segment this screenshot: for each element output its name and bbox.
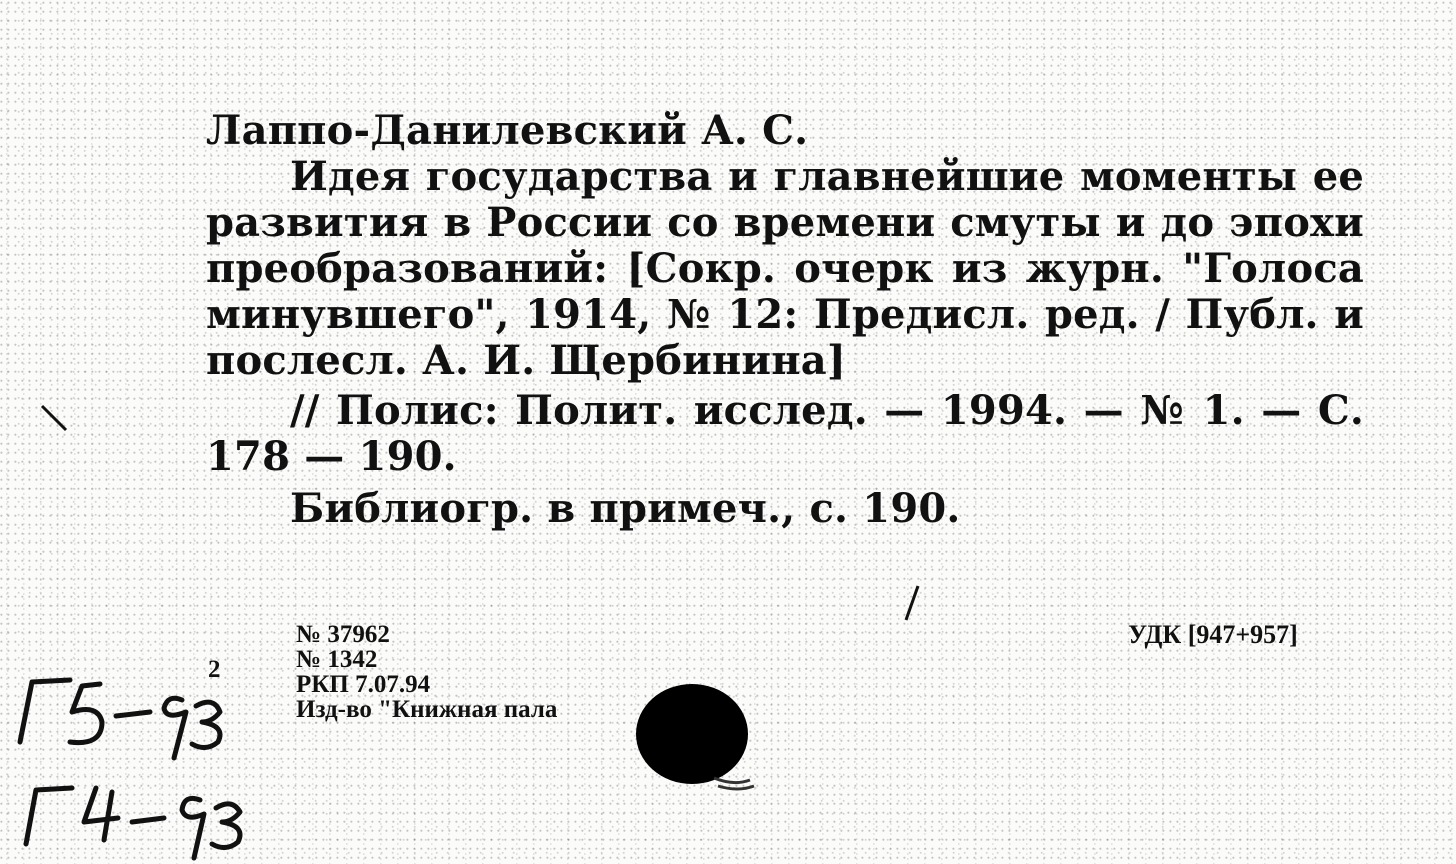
meta-line-registration: № 37962 xyxy=(296,621,390,648)
title-description: Идея государства и главнейшие моменты ее развития в России со времени смуты и до эпохи преобразований: [Сокр. очерк из журн. "Голоса минувшего", 1914, № 12: Предисл. ред. / Публ. и послесл. А. И. Щербинина] xyxy=(206,153,1364,384)
udk-classification: УДК [947+957] xyxy=(1128,620,1298,649)
registration-info xyxy=(296,622,557,722)
bibliography-note: Библиогр. в примеч., с. 190. xyxy=(290,485,961,532)
handwritten-note-g4-93 xyxy=(26,788,240,858)
meta-line-number: № 1342 xyxy=(296,646,378,673)
ink-blot xyxy=(634,682,756,792)
stray-pen-mark xyxy=(40,404,70,434)
meta-line-date: РКП 7.07.94 xyxy=(296,671,431,698)
stray-slash-mark xyxy=(900,584,924,624)
handwritten-note-g5-93 xyxy=(20,680,220,758)
copies-count: 2 xyxy=(208,656,221,683)
bibliographic-entry xyxy=(206,108,1364,532)
meta-line-publisher: Изд-во "Книжная пала xyxy=(296,696,558,723)
author-heading: Лаппо-Данилевский А. С. xyxy=(206,107,809,154)
source-reference: // Полис: Полит. исслед. — 1994. — № 1. — С. 178 — 190. xyxy=(206,387,1364,480)
